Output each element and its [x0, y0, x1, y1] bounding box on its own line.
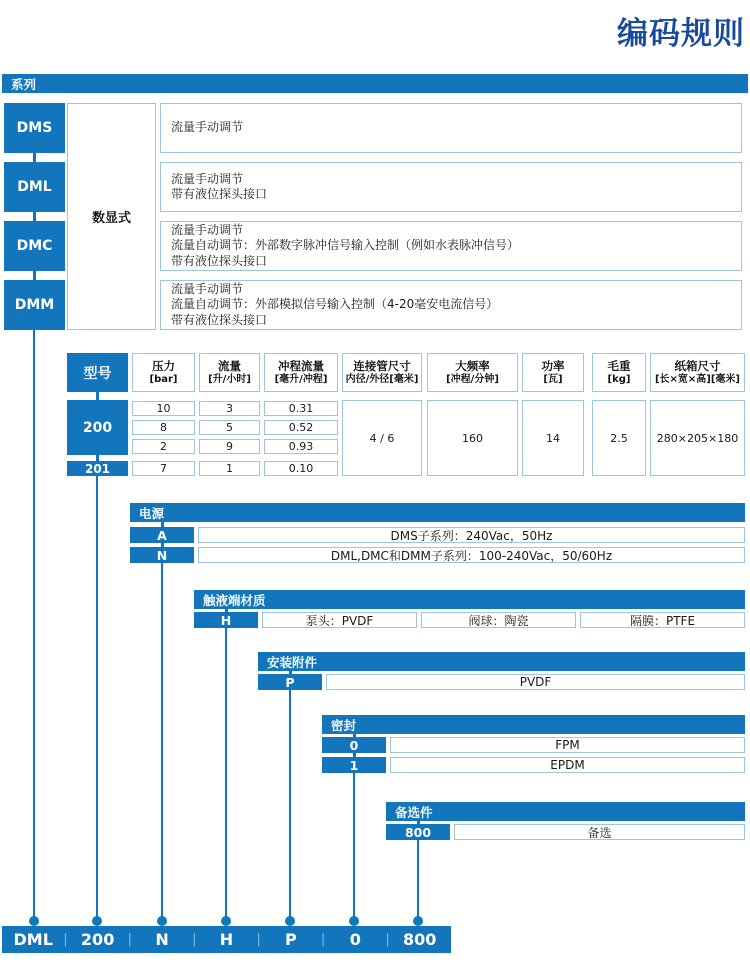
col-label: 毛重 — [607, 358, 631, 373]
section-header-power: 电源 — [130, 503, 745, 522]
col-header-carton — [650, 353, 745, 392]
code-segment: P — [285, 930, 297, 949]
model-code-bar — [2, 926, 451, 953]
code-separator: | — [127, 932, 133, 947]
shared-pipe: 4 / 6 — [342, 400, 422, 476]
col-unit: [长×宽×高][毫米] — [654, 373, 741, 385]
col-label: 纸箱尺寸 — [674, 358, 721, 373]
col-header-freq — [427, 353, 518, 392]
table-cell: 5 — [199, 420, 260, 435]
seal-code-0: 0 — [322, 737, 386, 753]
connector-line-optional — [417, 840, 419, 919]
col-label: 冲程流量 — [278, 358, 324, 373]
table-cell: 3 — [199, 401, 260, 416]
col-unit: [升/小时] — [208, 373, 251, 385]
col-header-weight — [592, 353, 646, 392]
optional-code-800: 800 — [386, 824, 450, 840]
series-code-dms: DMS — [4, 103, 65, 153]
connector-dot — [413, 916, 423, 926]
power-code-n: N — [130, 547, 194, 563]
col-unit: [bar] — [149, 373, 178, 385]
col-label: 大频率 — [455, 358, 490, 373]
series-code-dmm: DMM — [4, 280, 65, 330]
col-header-power — [522, 353, 584, 392]
mount-desc: PVDF — [326, 674, 745, 690]
table-cell: 9 — [199, 439, 260, 454]
table-cell: 1 — [199, 461, 260, 476]
table-cell: 7 — [132, 461, 195, 476]
desc-line: 流量手动调节 — [171, 281, 244, 296]
col-label: 连接管尺寸 — [353, 358, 411, 373]
desc-line: 流量手动调节 — [171, 120, 244, 135]
desc-line: 流量手动调节 — [171, 222, 244, 237]
col-unit: [冲程/分钟] — [446, 373, 499, 385]
connector-dot — [157, 916, 167, 926]
col-label: 压力 — [152, 358, 175, 373]
optional-desc: 备选 — [454, 824, 745, 840]
connector-dot — [221, 916, 231, 926]
model-201: 201 — [67, 461, 128, 476]
col-unit: [瓦] — [543, 373, 563, 385]
power-desc-n: DML,DMC和DMM子系列：100-240Vac，50/60Hz — [198, 547, 745, 563]
material-cell-pumphead: 泵头：PVDF — [262, 612, 417, 628]
col-header-stroke — [264, 353, 338, 392]
material-cell-valveball: 阀球：陶瓷 — [421, 612, 576, 628]
col-label: 功率 — [541, 358, 565, 373]
code-separator: | — [192, 932, 197, 947]
col-header-pipe — [342, 353, 422, 392]
connector-line-material — [225, 628, 227, 919]
shared-weight: 2.5 — [592, 400, 646, 476]
spec-model-header: 型号 — [67, 353, 128, 392]
series-code-dmc: DMC — [4, 221, 65, 271]
code-segment: DML — [13, 930, 53, 949]
model-connector — [96, 455, 99, 461]
connector-dot — [349, 916, 359, 926]
desc-line: 流量自动调节：外部数字脉冲信号输入控制（例如水表脉冲信号） — [171, 238, 520, 253]
series-connector — [33, 153, 36, 162]
section-header-series: 系列 — [2, 74, 748, 93]
connector-line-mount — [289, 690, 291, 919]
desc-line: 流量手动调节 — [171, 171, 244, 186]
power-desc-a: DMS子系列：240Vac，50Hz — [198, 527, 745, 543]
series-connector — [33, 271, 36, 280]
desc-line: 流量自动调节：外部模拟信号输入控制（4-20毫安电流信号） — [171, 297, 499, 312]
series-connector — [33, 212, 36, 221]
seal-desc-fpm: FPM — [390, 737, 745, 753]
seal-code-1: 1 — [322, 757, 386, 773]
col-unit: [kg] — [607, 373, 631, 385]
series-code-dml: DML — [4, 162, 65, 212]
code-segment: 800 — [403, 930, 437, 949]
connector-line-model — [96, 476, 98, 919]
connector-line-series — [33, 330, 35, 919]
model-connector — [96, 392, 99, 400]
seal-desc-epdm: EPDM — [390, 757, 745, 773]
shared-carton: 280×205×180 — [650, 400, 745, 476]
code-separator: | — [320, 932, 326, 947]
table-cell: 2 — [132, 439, 195, 454]
model-200: 200 — [67, 400, 128, 455]
page-title: 编码规则 — [617, 16, 745, 52]
code-segment: 0 — [349, 930, 361, 949]
series-group-label: 数显式 — [67, 103, 156, 330]
code-separator: | — [256, 932, 261, 947]
code-separator: | — [385, 932, 390, 947]
connector-line-power — [161, 563, 163, 919]
shared-freq: 160 — [427, 400, 518, 476]
table-cell: 8 — [132, 420, 195, 435]
table-cell: 0.93 — [264, 439, 338, 454]
section-header-seal: 密封 — [322, 715, 745, 734]
connector-line-seal — [353, 773, 355, 919]
col-unit: [毫升/冲程] — [274, 373, 328, 385]
code-separator: | — [63, 932, 68, 947]
code-segment: 200 — [80, 930, 115, 949]
connector-dot — [29, 916, 39, 926]
col-header-pressure — [132, 353, 195, 392]
col-unit: 内径/外径[毫米] — [345, 373, 419, 385]
material-cell-diaphragm: 隔膜：PTFE — [580, 612, 745, 628]
series-desc-dmc — [160, 221, 742, 271]
material-code-h: H — [194, 612, 258, 628]
table-cell: 0.10 — [264, 461, 338, 476]
table-cell: 0.52 — [264, 420, 338, 435]
section-header-optional: 备选件 — [386, 802, 745, 821]
desc-line: 带有液位探头接口 — [171, 312, 268, 327]
section-header-mount: 安装附件 — [258, 652, 745, 671]
series-desc-dmm — [160, 280, 742, 330]
series-desc-dml — [160, 162, 742, 212]
connector-dot — [92, 916, 102, 926]
shared-power: 14 — [522, 400, 584, 476]
connector-dot — [285, 916, 295, 926]
power-code-a: A — [130, 527, 194, 543]
col-header-flow — [199, 353, 260, 392]
code-segment: N — [155, 930, 169, 949]
desc-line: 带有液位探头接口 — [171, 187, 268, 201]
mount-code-p: P — [258, 674, 322, 690]
table-cell: 10 — [132, 401, 195, 416]
desc-line: 带有液位探头接口 — [171, 253, 268, 268]
col-label: 流量 — [218, 358, 241, 373]
series-desc-dms — [160, 103, 742, 153]
table-cell: 0.31 — [264, 401, 338, 416]
code-segment: H — [219, 930, 234, 949]
section-header-material: 触液端材质 — [194, 590, 745, 609]
